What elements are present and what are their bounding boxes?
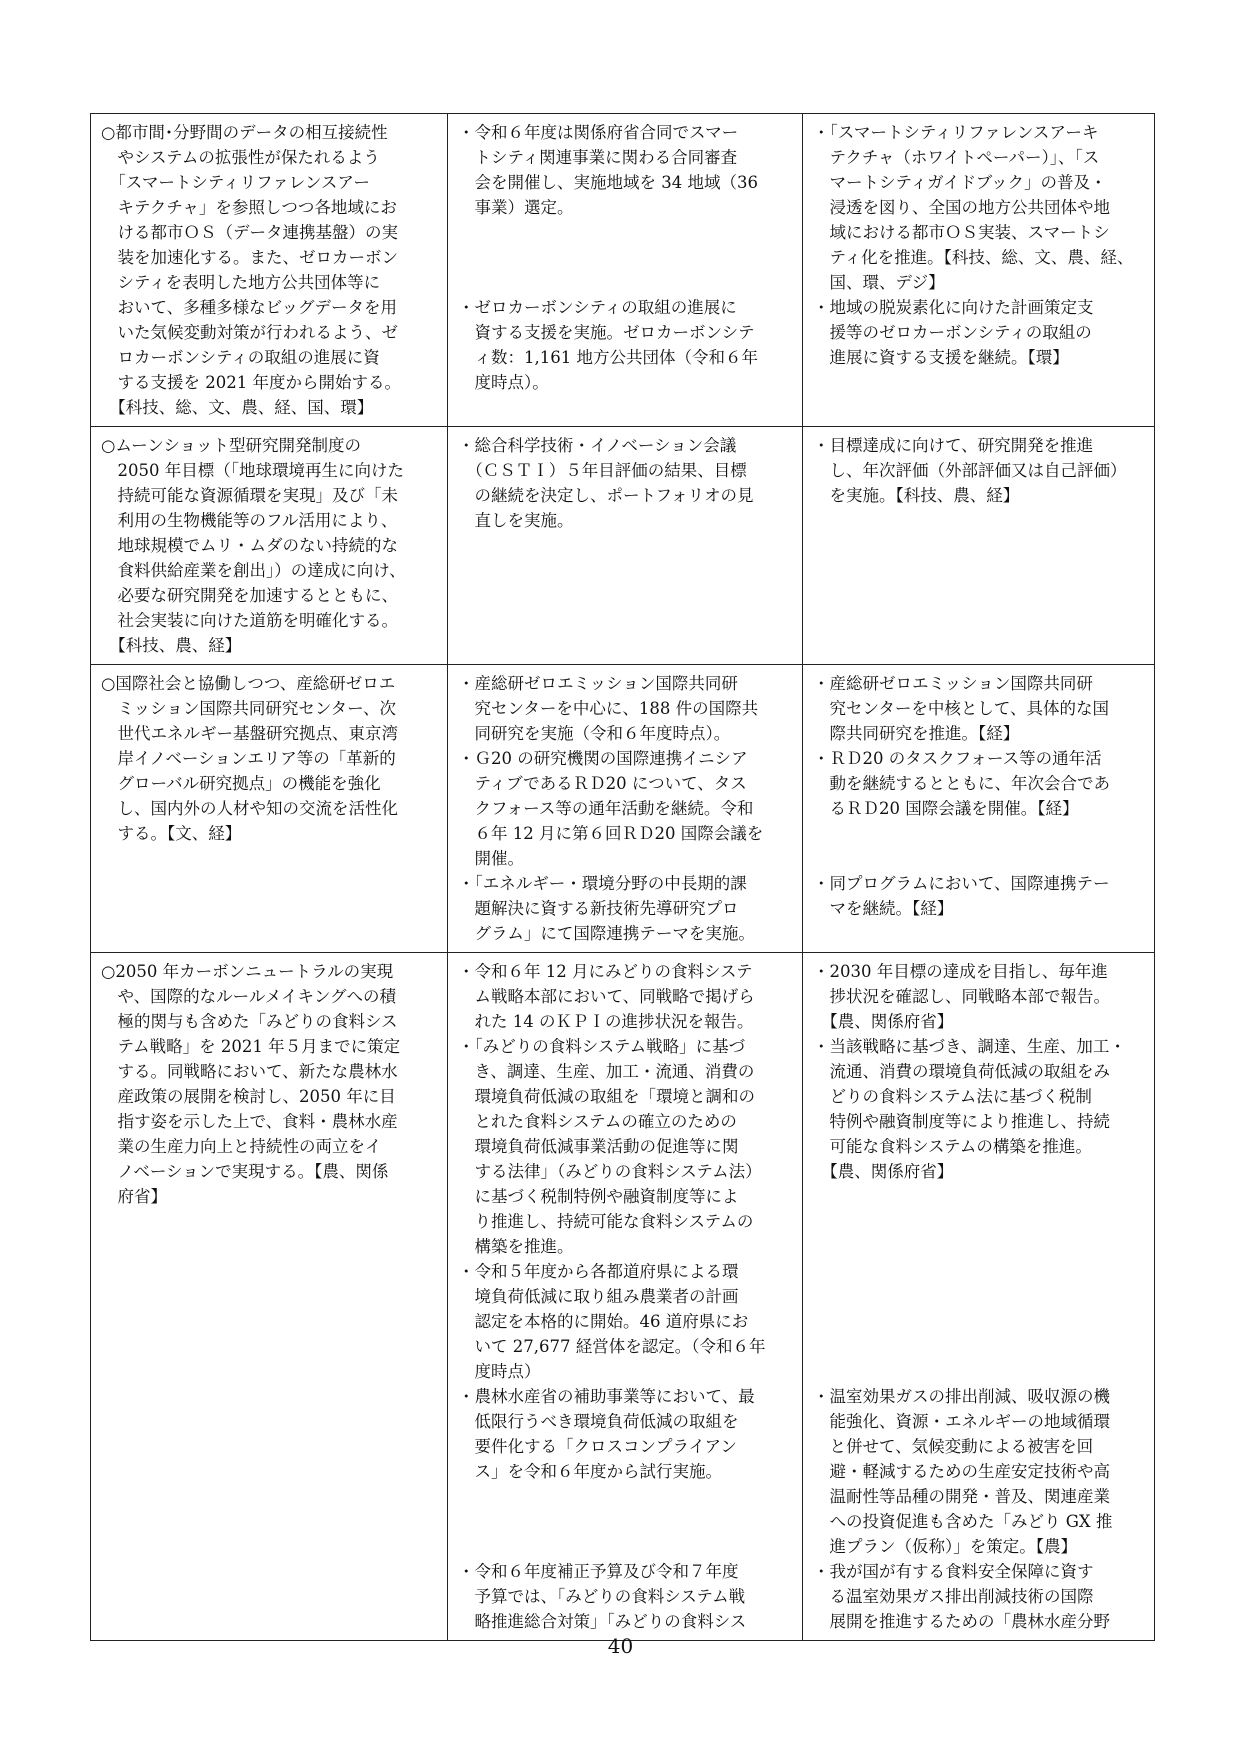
progress-text: ・令和６年 12 月にみどりの食料システ ム戦略本部において、同戦略で掲げら れた 14 のＫＰＩの進捗状況を報告。 ・「みどりの食料システム戦略」に基づ き、調達、生産、加工・流通、消費の 環境負荷低減の取組を「環境と調和の とれた食料システムの確立のための 環境負荷低減事業活動の促進等に関 する法律」（みどりの食料システム法） に基づく税制特例や融資制度等によ り推進し、持続可能な食料システムの 構築を推進。 ・令和５年度から各都道府県による環 境負荷低減に取り組み農業者の計画 認定を本格的に開始。46 道府県にお いて 27,677 経営体を認定。（令和６年 度時点）: [458, 962, 766, 1381]
progress-text: ・総合科学技術・イノベーション会議 （ＣＳＴＩ）５年目評価の結果、目標 の継続を決定し、ポートフォリオの見 直しを実施。: [458, 436, 754, 530]
measure-cell: [91, 953, 448, 1641]
progress-text: ・農林水産省の補助事業等において、最 低限行うべき環境負荷低減の取組を 要件化する「クロスコンプライアン ス」を令和６年度から試行実施。: [458, 1387, 755, 1481]
plan-text: ・目標達成に向けて、研究開発を推進 し、年次評価（外部評価又は自己評価） を実施。【科技、農、経】: [813, 436, 1127, 505]
plan-text: ・2030 年目標の達成を目指し、毎年進 捗状況を確認し、同戦略本部で報告。 【農、関係府省】 ・当該戦略に基づき、調達、生産、加工・ 流通、消費の環境負荷低減の取組をみ どりの食料システム法に基づく税制 特例や融資制度等により推進し、持続 可能な食料システムの構築を推進。 【農、関係府省】: [813, 962, 1126, 1181]
spacer: [458, 220, 792, 295]
spacer: [813, 1184, 1144, 1384]
page-number: 40: [607, 1634, 634, 1658]
measure-cell: [91, 427, 448, 665]
plan-text: ・産総研ゼロエミッション国際共同研 究センターを中核として、具体的な国 際共同研究を推進。【経】 ・ＲＤ20 のタスクフォース等の通年活 動を継続するとともに、年次会合であ るＲＤ20 国際会議を開催。【経】: [813, 674, 1110, 818]
table-row: [91, 427, 1155, 665]
plan-text: ・温室効果ガスの排出削減、吸収源の機 能強化、資源・エネルギーの地域循環 と併せて、気候変動による被害を回 避・軽減するための生産安定技術や高 温耐性等品種の開発・普及、関連産業 への投資促進も含めた「みどり GX 推 進プラン（仮称）」を策定。【農】: [813, 1387, 1113, 1556]
plan-cell: [803, 427, 1155, 665]
spacer: [813, 821, 1144, 871]
measure-text: ○国際社会と協働しつつ、産総研ゼロエ ミッション国際共同研究センター、次 世代エネルギー基盤研究拠点、東京湾 岸イノベーションエリア等の「革新的 グローバル研究拠点」の機能を強化 し、国内外の人材や知の交流を活性化 する。【文、経】: [101, 674, 398, 843]
table-row: [91, 114, 1155, 427]
progress-text: ・令和６年度は関係府省合同でスマー トシティ関連事業に関わる合同審査 会を開催し、実施地域を 34 地域（36 事業）選定。: [458, 123, 758, 217]
plan-text: ・同プログラムにおいて、国際連携テー マを継続。【経】: [813, 874, 1110, 918]
progress-text: ・令和６年度補正予算及び令和７年度 予算では、「みどりの食料システム戦 略推進総合対策」「みどりの食料シス: [458, 1562, 747, 1631]
measure-text: ○ムーンショット型研究開発制度の 2050 年目標（「地球環境再生に向けた 持続可能な資源循環を実現」及び「未 利用の生物機能等のフル活用により、 地球規模でムリ・ムダのない持続的な 食料供給産業を創出」）の達成に向け、 必要な研究開発を加速するとともに、 社会実装に向けた道筋を明確化する。 【科技、農、経】: [101, 436, 406, 655]
table-row: [91, 665, 1155, 953]
progress-cell: [448, 114, 803, 427]
plan-cell: [803, 114, 1155, 427]
spacer: [458, 1484, 792, 1559]
plan-text: ・我が国が有する食料安全保障に資す る温室効果ガス排出削減技術の国際 展開を推進するための「農林水産分野: [813, 1562, 1110, 1631]
measure-text: ○2050 年カーボンニュートラルの実現 や、国際的なルールメイキングへの積 極的関与も含めた「みどりの食料シス テム戦略」を 2021 年５月までに策定 する。同戦略において、新たな農林水 産政策の展開を検討し、2050 年に目 指す姿を示した上で、食料・農林水産 業の生産力向上と持続性の両立をイ ノベーションで実現する。【農、関係 府省】: [101, 962, 401, 1206]
progress-cell: [448, 665, 803, 953]
progress-text: ・「エネルギー・環境分野の中長期的課 題解決に資する新技術先導研究プロ グラム」にて国際連携テーマを実施。: [458, 874, 755, 943]
progress-cell: [448, 953, 803, 1641]
progress-text: ・産総研ゼロエミッション国際共同研 究センターを中心に、188 件の国際共 同研究を実施（令和６年度時点）。 ・Ｇ20 の研究機関の国際連携イニシア ティブであるＲＤ20 について、タス クフォース等の通年活動を継続。令和 ６年 12 月に第６回ＲＤ20 国際会議を 開催。: [458, 674, 764, 868]
measure-text: ○都市間･分野間のデータの相互接続性 やシステムの拡張性が保たれるよう 「スマートシティリファレンスアー キテクチャ」を参照しつつ各地域にお ける都市ＯＳ（データ連携基盤）の実 装を加速化する。また、ゼロカーボン シティを表明した地方公共団体等に おいて、多種多様なビッグデータを用 いた気候変動対策が行われるよう、ゼ ロカーボンシティの取組の進展に資 する支援を 2021 年度から開始する。 【科技、総、文、農、経、国、環】: [101, 123, 401, 417]
measure-cell: [91, 665, 448, 953]
table-row: [91, 953, 1155, 1641]
progress-text: ・ゼロカーボンシティの取組の進展に 資する支援を実施。ゼロカーボンシテ ィ数：1,161 地方公共団体（令和６年 度時点）。: [458, 298, 758, 392]
plan-cell: [803, 953, 1155, 1641]
plan-text: ・「スマートシティリファレンスアーキ テクチャ（ホワイトペーパー）」、「ス マートシティガイドブック」の普及・ 浸透を図り、全国の地方公共団体や地 域における都市ＯＳ実装、スマートシ ティ化を推進。【科技、総、文、農、経、 国、環、デジ】: [813, 123, 1134, 292]
plan-text: ・地域の脱炭素化に向けた計画策定支 援等のゼロカーボンシティの取組の 進展に資する支援を継続。【環】: [813, 298, 1094, 367]
progress-cell: [448, 427, 803, 665]
plan-cell: [803, 665, 1155, 953]
measure-cell: [91, 114, 448, 427]
policy-progress-table: [90, 113, 1155, 1641]
